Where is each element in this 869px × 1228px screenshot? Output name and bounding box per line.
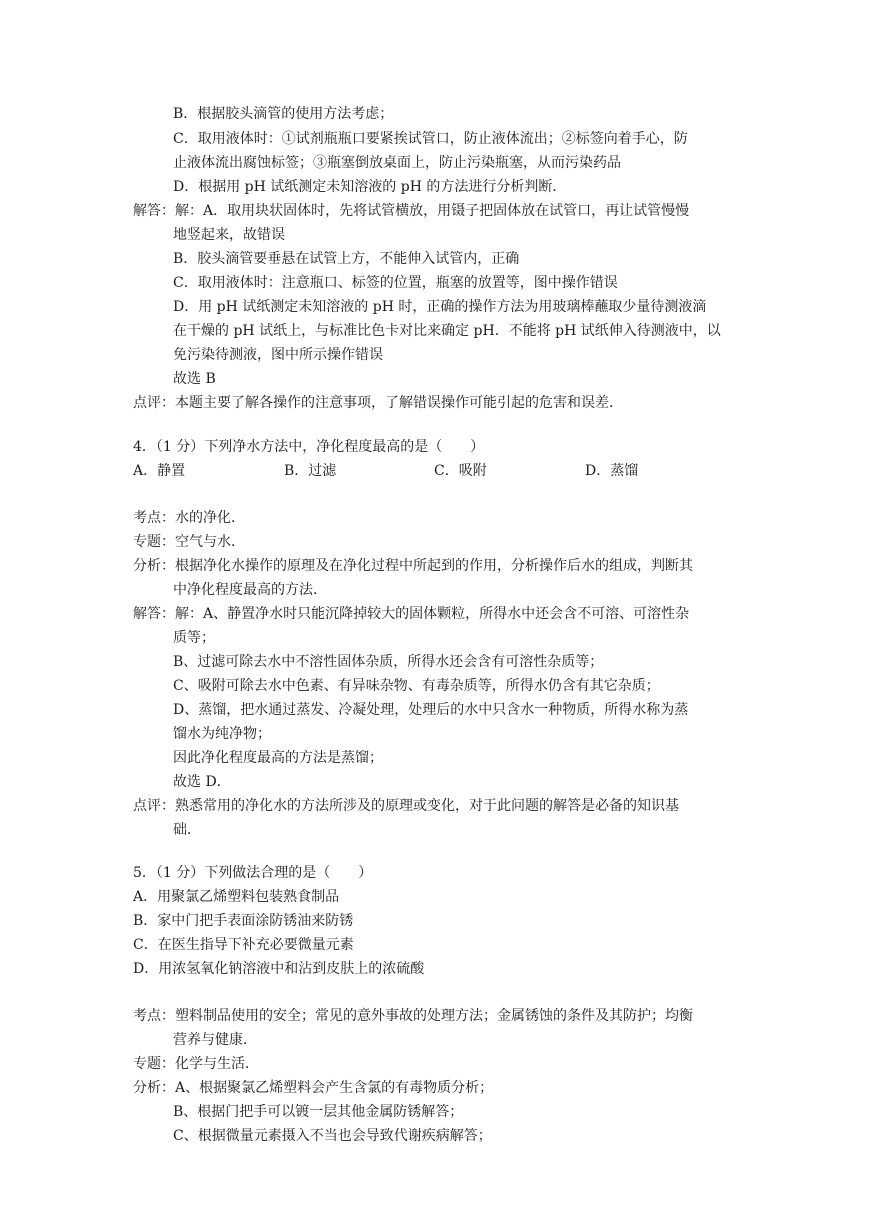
q4-option-c: C．吸附 <box>434 463 487 479</box>
answer-line: 质等； <box>173 630 215 646</box>
analysis-line: 中净化程度最高的方法． <box>173 582 327 598</box>
answer-line: 解答：解：A．取用块状固体时，先将试管横放，用镊子把固体放在试管口，再让试管慢慢 <box>133 203 690 219</box>
q5-option-a: A．用聚氯乙烯塑料包装熟食制品 <box>133 889 340 905</box>
q4-option-b: B．过滤 <box>284 463 337 479</box>
analysis-line: 分析：根据净化水操作的原理及在净化过程中所起到的作用，分析操作后水的组成，判断其 <box>133 558 693 574</box>
analysis-line: C、根据微量元素摄入不当也会导致代谢疾病解答； <box>173 1128 492 1144</box>
answer-line: 地竖起来，故错误 <box>173 227 285 243</box>
q4-option-d: D．蒸馏 <box>585 463 639 479</box>
answer-line: 在干燥的 pH 试纸上，与标准比色卡对比来确定 pH．不能将 pH 试纸伸入待测液中，以 <box>173 323 721 339</box>
answer-line: D、蒸馏，把水通过蒸发、冷凝处理，处理后的水中只含水一种物质，所得水称为蒸 <box>173 702 689 718</box>
answer-line: 免污染待测液，图中所示操作错误 <box>173 347 383 363</box>
answer-line: D．用 pH 试纸测定未知溶液的 pH 时，正确的操作方法为用玻璃棒蘸取少量待测液滴 <box>173 299 707 315</box>
question-4-stem: 4．（1 分）下列净水方法中，净化程度最高的是（ ） <box>133 439 485 455</box>
analysis-line: B、根据门把手可以镀一层其他金属防锈解答； <box>173 1104 464 1120</box>
knowledge-point: 考点：塑料制品使用的安全；常见的意外事故的处理方法；金属锈蚀的条件及其防护；均衡 <box>133 1008 693 1024</box>
knowledge-point: 营养与健康． <box>173 1032 257 1048</box>
topic: 专题：空气与水． <box>133 534 245 550</box>
knowledge-point: 考点：水的净化． <box>133 510 245 526</box>
answer-choice: 故选 D． <box>173 774 231 790</box>
answer-line: 解答：解：A、静置净水时只能沉降掉较大的固体颗粒，所得水中还会含不可溶、可溶性杂 <box>133 606 690 622</box>
question-5-stem: 5．（1 分）下列做法合理的是（ ） <box>133 865 373 881</box>
answer-line: B．胶头滴管要垂悬在试管上方，不能伸入试管内，正确 <box>173 251 520 267</box>
answer-choice: 故选 B <box>173 371 216 387</box>
q5-option-b: B．家中门把手表面涂防锈油来防锈 <box>133 913 354 929</box>
analysis-line: D．根据用 pH 试纸测定未知溶液的 pH 的方法进行分析判断． <box>173 179 567 195</box>
topic: 专题：化学与生活． <box>133 1056 259 1072</box>
q4-option-a: A．静置 <box>133 463 186 479</box>
answer-line: C、吸附可除去水中色素、有异味杂物、有毒杂质等，所得水仍含有其它杂质； <box>173 678 660 694</box>
q5-option-d: D．用浓氢氧化钠溶液中和沾到皮肤上的浓硫酸 <box>133 961 425 977</box>
answer-line: 馏水为纯净物； <box>173 726 271 742</box>
q5-option-c: C．在医生指导下补充必要微量元素 <box>133 937 354 953</box>
answer-line: C．取用液体时：注意瓶口、标签的位置，瓶塞的放置等，图中操作错误 <box>173 275 618 291</box>
comment-line: 点评：本题主要了解各操作的注意事项，了解错误操作可能引起的危害和误差． <box>133 395 623 411</box>
analysis-line: B．根据胶头滴管的使用方法考虑； <box>173 106 394 122</box>
analysis-line: C．取用液体时：①试剂瓶瓶口要紧挨试管口，防止液体流出；②标签向着手心，防 <box>173 131 688 147</box>
analysis-line: 止液体流出腐蚀标签；③瓶塞倒放桌面上，防止污染瓶塞，从而污染药品 <box>173 155 621 171</box>
comment-line: 础． <box>173 822 201 838</box>
answer-line: B、过滤可除去水中不溶性固体杂质，所得水还会含有可溶性杂质等； <box>173 654 604 670</box>
answer-line: 因此净化程度最高的方法是蒸馏； <box>173 750 383 766</box>
comment-line: 点评：熟悉常用的净化水的方法所涉及的原理或变化，对于此问题的解答是必备的知识基 <box>133 798 679 814</box>
analysis-line: 分析：A、根据聚氯乙烯塑料会产生含氯的有毒物质分析； <box>133 1080 494 1096</box>
